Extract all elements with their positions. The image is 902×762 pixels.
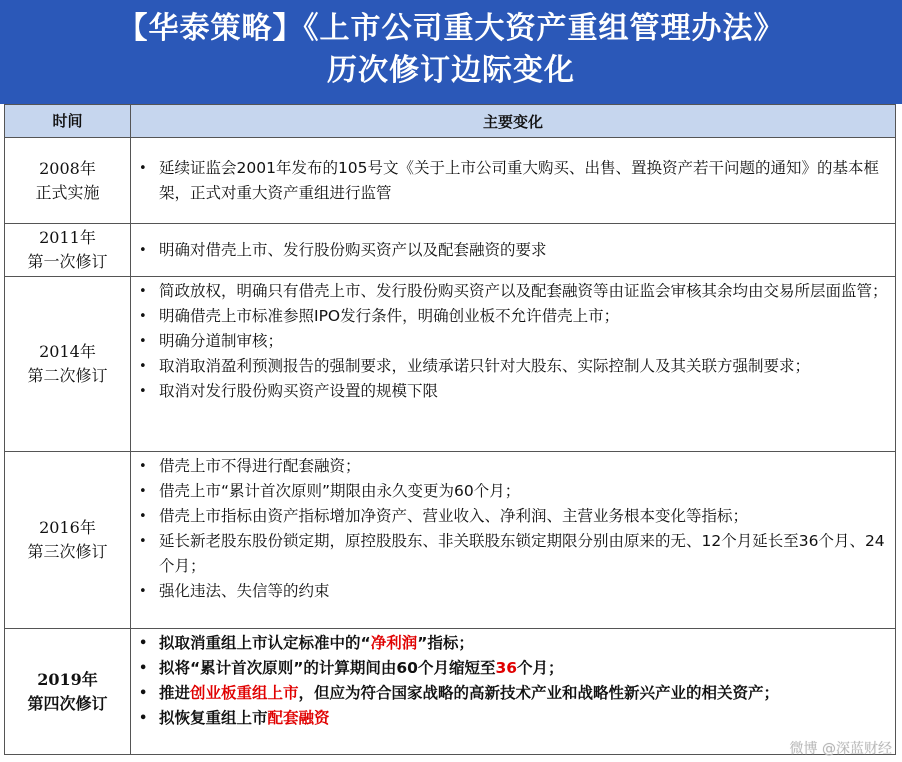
item-text: ”指标； <box>417 634 474 652</box>
list-item: • 取消取消盈利预测报告的强制要求，业绩承诺只针对大股东、实际控制人及其关联方强制要求； <box>137 354 891 379</box>
list-item: • 延续证监会2001年发布的105号文《关于上市公司重大购买、出售、置换资产若干问题的通知》的基本框架，正式对重大资产重组进行监管 <box>137 156 891 206</box>
header-time: 时间 <box>5 105 131 138</box>
changes-cell <box>131 277 896 452</box>
year-label: 2019年 <box>37 669 98 689</box>
list-item: • 明确对借壳上市、发行股份购买资产以及配套融资的要求 <box>137 238 891 263</box>
list-item: • 强化违法、失信等的约束 <box>137 579 891 604</box>
table-row <box>5 452 896 629</box>
title-line-2: 历次修订边际变化 <box>327 53 575 88</box>
list-item: • 延长新老股东股份锁定期，原控股股东、非关联股东锁定期限分别由原来的无、12个月延长至36个月、24个月； <box>137 529 891 579</box>
list-item: • 借壳上市指标由资产指标增加净资产、营业收入、净利润、主营业务根本变化等指标； <box>137 504 891 529</box>
changes-cell <box>131 224 896 277</box>
highlight-text: 配套融资 <box>267 709 330 727</box>
item-text: 拟取消重组上市认定标准中的“ <box>159 634 371 652</box>
list-item: • 简政放权，明确只有借壳上市、发行股份购买资产以及配套融资等由证监会审核其余均由交易所层面监管； <box>137 279 891 304</box>
list-item <box>137 681 891 706</box>
table-header-row <box>5 105 896 138</box>
change-list <box>137 238 891 263</box>
time-cell <box>5 138 131 224</box>
changes-cell <box>131 629 896 755</box>
list-item: • 明确分道制审核； <box>137 329 891 354</box>
change-list <box>137 156 891 206</box>
time-cell <box>5 629 131 755</box>
list-item: • 借壳上市不得进行配套融资； <box>137 454 891 479</box>
list-item: • 明确借壳上市标准参照IPO发行条件，明确创业板不允许借壳上市； <box>137 304 891 329</box>
time-cell <box>5 452 131 629</box>
weibo-watermark: 微博 @深蓝财经 <box>789 741 892 757</box>
changes-cell <box>131 138 896 224</box>
revision-label: 第二次修订 <box>27 366 108 385</box>
item-text: 拟将“累计首次原则”的计算期间由60个月缩短至 <box>159 659 496 677</box>
revision-label: 第四次修订 <box>27 693 108 713</box>
revision-label: 正式实施 <box>35 182 100 202</box>
time-cell <box>5 277 131 452</box>
year-label: 2008年 <box>39 158 96 178</box>
item-text: 拟恢复重组上市 <box>159 709 268 727</box>
list-item <box>137 656 891 681</box>
title-line-1: 【华泰策略】《上市公司重大资产重组管理办法》 <box>117 11 785 46</box>
title-banner <box>0 0 902 104</box>
table-row <box>5 138 896 224</box>
list-item: • 取消对发行股份购买资产设置的规模下限 <box>137 379 891 404</box>
list-item <box>137 631 891 656</box>
table-row <box>5 277 896 452</box>
list-item: • 借壳上市“累计首次原则”期限由永久变更为60个月； <box>137 479 891 504</box>
list-item <box>137 706 891 731</box>
year-label: 2014年 <box>39 342 96 361</box>
header-changes: 主要变化 <box>131 105 896 138</box>
revision-table <box>4 104 896 755</box>
item-text: 个月； <box>517 659 564 677</box>
item-text: 推进 <box>159 684 191 702</box>
year-label: 2016年 <box>39 518 96 537</box>
change-list <box>137 454 891 604</box>
change-list <box>137 631 891 731</box>
change-list <box>137 279 891 404</box>
revision-label: 第三次修订 <box>27 542 108 561</box>
item-text: ，但应为符合国家战略的高新技术产业和战略性新兴产业的相关资产； <box>298 684 780 702</box>
highlight-text: 创业板重组上市 <box>190 684 299 702</box>
year-label: 2011年 <box>39 228 96 247</box>
highlight-text: 净利润 <box>370 634 418 652</box>
time-cell <box>5 224 131 277</box>
highlight-text: 36 <box>495 659 518 677</box>
table-row <box>5 224 896 277</box>
table-row <box>5 629 896 755</box>
changes-cell <box>131 452 896 629</box>
revision-label: 第一次修订 <box>27 252 108 271</box>
